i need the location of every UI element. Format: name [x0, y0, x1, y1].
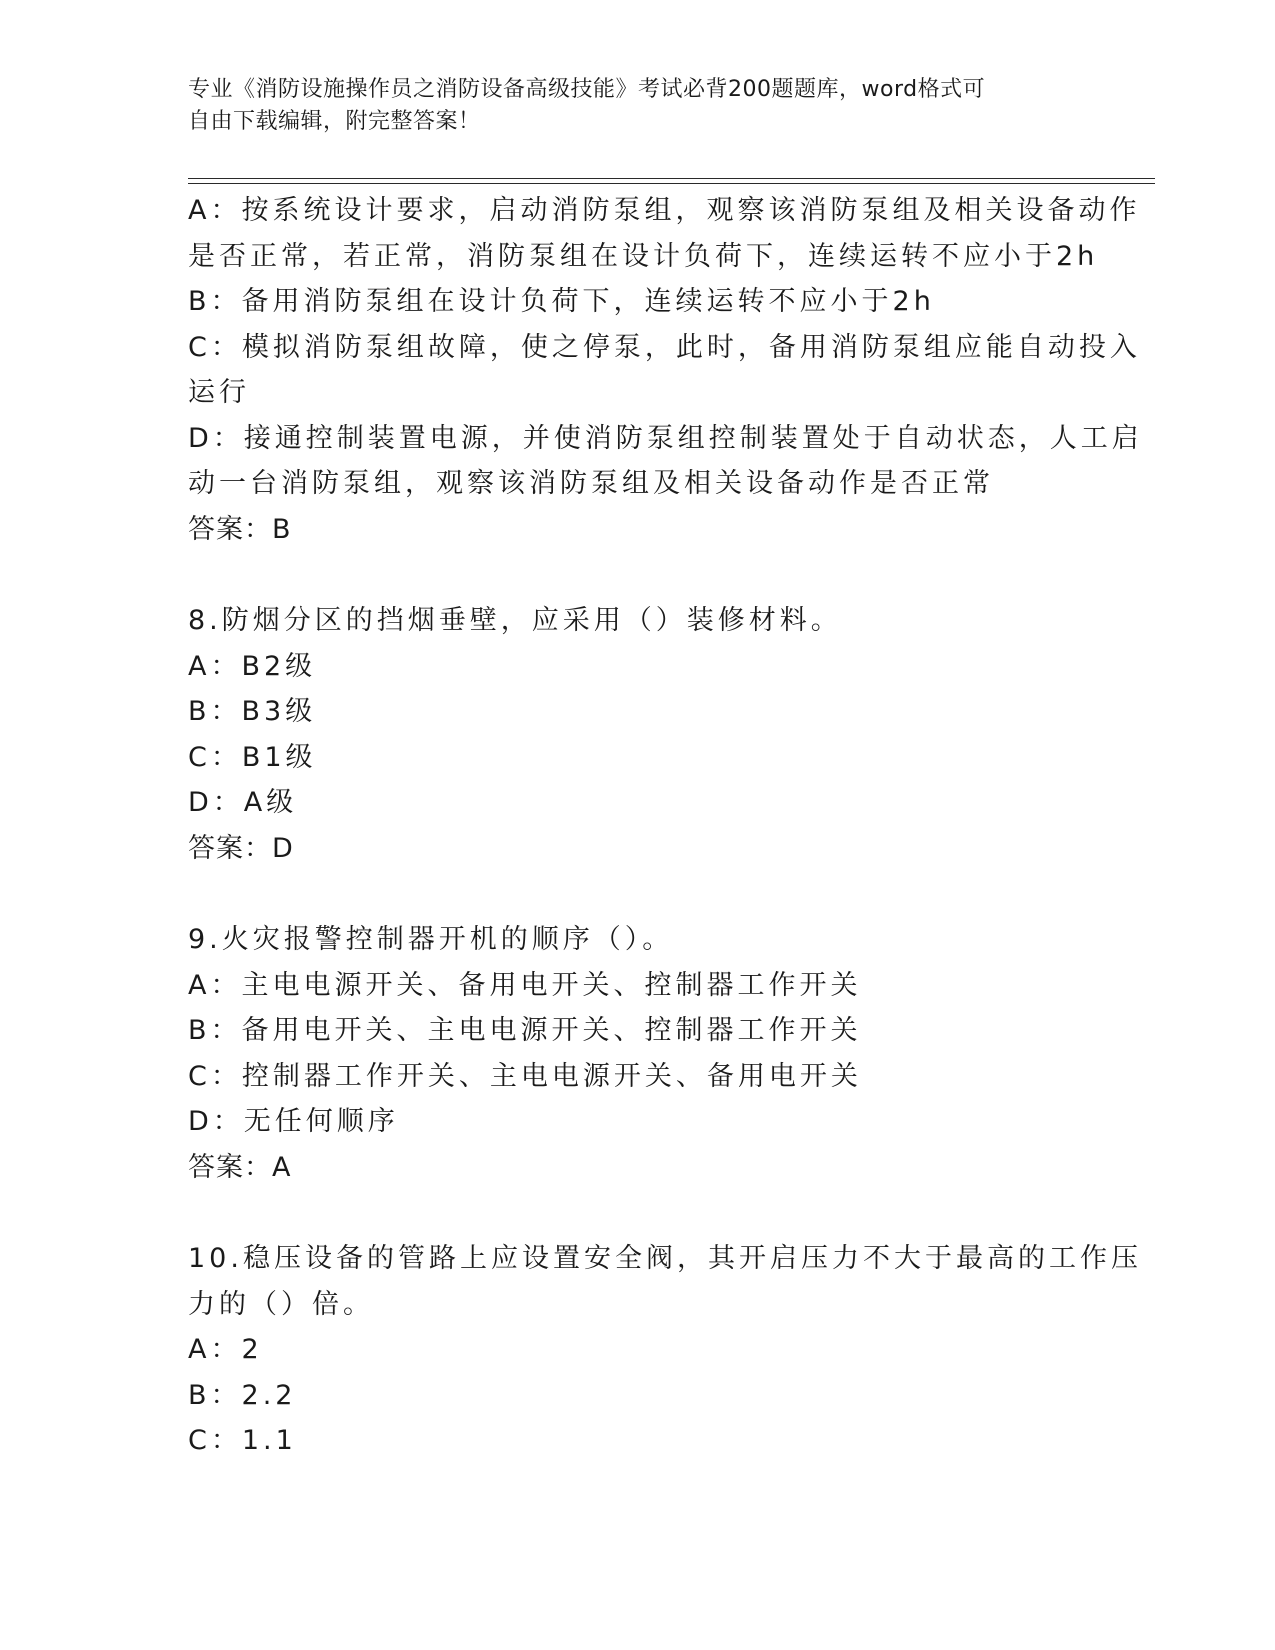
q10-option-b: B：2.2	[188, 1379, 297, 1411]
q10-question-line2: 力的（）倍。	[188, 1288, 374, 1320]
q7-option-c-line1: C：模拟消防泵组故障，使之停泵，此时，备用消防泵组应能自动投入	[188, 331, 1141, 363]
q7-option-a-line2: 是否正常，若正常，消防泵组在设计负荷下，连续运转不应小于2h	[188, 240, 1099, 272]
q9-question: 9.火灾报警控制器开机的顺序（）。	[188, 924, 674, 955]
spacer	[188, 552, 1078, 598]
spacer	[188, 1190, 1078, 1236]
question-10-block	[188, 1236, 1142, 1464]
question-7-block	[188, 188, 1143, 552]
q7-answer: 答案：B	[188, 513, 292, 545]
q8-option-c: C：B1级	[188, 741, 317, 773]
question-9-block	[188, 917, 1078, 1190]
q7-option-b: B：备用消防泵组在设计负荷下，连续运转不应小于2h	[188, 286, 935, 317]
q7-option-d-line1: D：接通控制装置电源，并使消防泵组控制装置处于自动状态，人工启	[188, 422, 1143, 454]
q10-option-a: A：2	[188, 1334, 263, 1365]
q9-option-d: D：无任何顺序	[188, 1106, 399, 1137]
q9-option-c: C：控制器工作开关、主电电源开关、备用电开关	[188, 1060, 862, 1092]
q9-option-a: A：主电电源开关、备用电开关、控制器工作开关	[188, 969, 862, 1001]
q8-option-d: D：A级	[188, 787, 298, 818]
q8-option-a: A：B2级	[188, 650, 317, 682]
q7-option-d-line2: 动一台消防泵组，观察该消防泵组及相关设备动作是否正常	[188, 468, 994, 499]
q10-question-line1: 10.稳压设备的管路上应设置安全阀，其开启压力不大于最高的工作压	[188, 1243, 1142, 1274]
q8-question: 8.防烟分区的挡烟垂壁，应采用（）装修材料。	[188, 605, 842, 636]
document-header: 专业《消防设施操作员之消防设备高级技能》考试必背200题题库，word格式可 自由下载编辑，附完整答案！	[188, 77, 986, 134]
q7-option-a-line1: A：按系统设计要求，启动消防泵组，观察该消防泵组及相关设备动作	[188, 195, 1141, 226]
spacer	[188, 871, 1078, 917]
header-divider-top	[188, 178, 1155, 179]
q10-option-c: C：1.1	[188, 1425, 297, 1456]
q9-option-b: B：备用电开关、主电电源开关、控制器工作开关	[188, 1015, 862, 1046]
question-8-block	[188, 598, 1078, 871]
q9-answer: 答案：A	[188, 1151, 292, 1183]
header-divider-bottom	[188, 183, 1155, 184]
question-content	[188, 188, 1143, 1464]
q8-option-b: B：B3级	[188, 696, 317, 727]
q8-answer: 答案：D	[188, 832, 294, 864]
q7-option-c-line2: 运行	[188, 377, 250, 408]
